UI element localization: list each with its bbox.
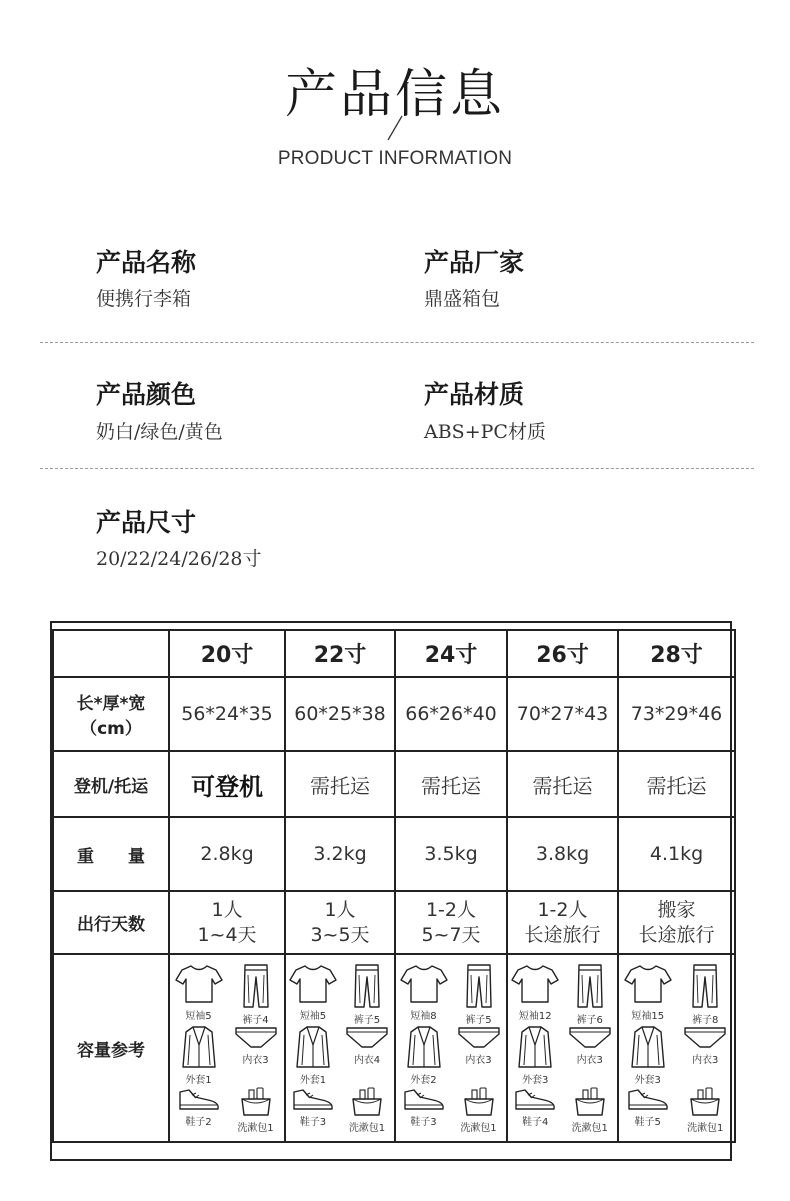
- capacity-label: 短袖5: [299, 1011, 327, 1022]
- capacity-label: 外套1: [299, 1075, 327, 1086]
- row-header-dimensions: [53, 677, 169, 751]
- capacity-label: 短袖15: [631, 1011, 665, 1022]
- table-cell-days: [285, 891, 395, 954]
- table-cell-weight: 3.8kg: [507, 817, 618, 891]
- capacity-item: [340, 1025, 394, 1087]
- capacity-item: [227, 1087, 284, 1138]
- page-title: 产品信息: [284, 65, 505, 125]
- capacity-item: [227, 963, 284, 1025]
- capacity-label: 洗漱包1: [571, 1123, 608, 1134]
- jacket-icon: [407, 1025, 441, 1069]
- capacity-item: [563, 963, 618, 1025]
- field-label-material: 产品材质: [424, 380, 525, 409]
- tshirt-icon: [400, 963, 448, 1005]
- column-header: 24寸: [395, 630, 507, 677]
- capacity-label: 鞋子3: [299, 1117, 327, 1128]
- table-cell-dimensions: 66*26*40: [395, 677, 507, 751]
- capacity-label: 短袖8: [410, 1011, 437, 1022]
- table-row-boarding: [53, 751, 735, 817]
- pants-icon: [576, 963, 604, 1009]
- capacity-label: 外套2: [410, 1075, 437, 1086]
- jacket-icon: [182, 1025, 216, 1069]
- table-cell-dimensions: 70*27*43: [507, 677, 618, 751]
- days-duration: 3~5天: [310, 923, 370, 946]
- capacity-item: [396, 1087, 451, 1138]
- table-cell-weight: 3.5kg: [395, 817, 507, 891]
- jacket-icon: [631, 1025, 665, 1069]
- table-cell-capacity: [507, 954, 618, 1142]
- capacity-item: [396, 1025, 451, 1087]
- row-header-capacity: 容量参考: [53, 954, 169, 1142]
- table-cell-capacity: [618, 954, 735, 1142]
- column-header: 28寸: [618, 630, 735, 677]
- table-row-days: [53, 891, 735, 954]
- capacity-label: 内衣3: [242, 1055, 269, 1066]
- shoe-icon: [627, 1087, 669, 1111]
- table-cell-dimensions: 56*24*35: [169, 677, 285, 751]
- shoe-icon: [514, 1087, 556, 1111]
- table-cell-dimensions: 60*25*38: [285, 677, 395, 751]
- table-cell-boarding: 需托运: [285, 751, 395, 817]
- capacity-label: 鞋子2: [185, 1117, 212, 1128]
- jacket-icon: [296, 1025, 330, 1069]
- capacity-label: 内衣3: [576, 1055, 603, 1066]
- capacity-label: 鞋子3: [410, 1117, 437, 1128]
- capacity-grid: [396, 957, 506, 1139]
- slash-divider-icon: [386, 115, 404, 141]
- capacity-item: [619, 963, 677, 1025]
- days-duration: 1~4天: [197, 923, 257, 946]
- pants-icon: [242, 963, 270, 1009]
- capacity-grid: [170, 957, 284, 1139]
- column-header: 20寸: [169, 630, 285, 677]
- shoe-icon: [403, 1087, 445, 1111]
- capacity-grid: [286, 957, 394, 1139]
- days-people: 1-2人: [537, 898, 588, 921]
- tshirt-icon: [511, 963, 559, 1005]
- capacity-item: [451, 1087, 506, 1138]
- page-subtitle: PRODUCT INFORMATION: [277, 148, 513, 169]
- table-row-capacity: [53, 954, 735, 1142]
- capacity-item: [508, 1087, 563, 1138]
- table-corner-cell: [53, 630, 169, 677]
- field-value-size: 20/22/24/26/28寸: [96, 548, 262, 570]
- days-people: 1-2人: [425, 898, 477, 921]
- capacity-grid: [508, 957, 617, 1139]
- field-value-material: ABS+PC材质: [424, 421, 546, 443]
- field-value-manufacturer: 鼎盛箱包: [424, 288, 501, 310]
- underwear-icon: [683, 1025, 727, 1049]
- capacity-label: 内衣3: [465, 1055, 492, 1066]
- field-label-manufacturer: 产品厂家: [424, 248, 525, 277]
- shoe-icon: [292, 1087, 334, 1111]
- capacity-label: 鞋子5: [634, 1117, 661, 1128]
- underwear-icon: [345, 1025, 389, 1049]
- field-value-color: 奶白/绿色/黄色: [96, 421, 223, 443]
- table-cell-boarding: 需托运: [618, 751, 735, 817]
- capacity-item: [451, 1025, 506, 1087]
- table-row-header: [53, 630, 735, 677]
- days-duration: 5~7天: [421, 923, 481, 946]
- capacity-item: [227, 1025, 284, 1087]
- capacity-item: [563, 1025, 618, 1087]
- days-people: 搬家: [657, 898, 696, 921]
- tshirt-icon: [289, 963, 337, 1005]
- capacity-label: 洗漱包1: [237, 1123, 274, 1134]
- pants-icon: [691, 963, 719, 1009]
- capacity-label: 短袖5: [185, 1011, 212, 1022]
- toiletry-bag-icon: [350, 1087, 384, 1117]
- capacity-label: 内衣4: [353, 1055, 381, 1066]
- capacity-label: 短袖12: [518, 1011, 552, 1022]
- capacity-label: 外套3: [634, 1075, 661, 1086]
- capacity-grid: [619, 957, 734, 1139]
- table-cell-days: [618, 891, 735, 954]
- jacket-icon: [518, 1025, 552, 1069]
- capacity-item: [677, 1025, 735, 1087]
- days-people: 1人: [211, 898, 243, 921]
- table-cell-capacity: [169, 954, 285, 1142]
- table-row-weight: [53, 817, 735, 891]
- capacity-item: [563, 1087, 618, 1138]
- days-people: 1人: [324, 898, 356, 921]
- capacity-item: [286, 1025, 340, 1087]
- column-header: 26寸: [507, 630, 618, 677]
- capacity-label: 内衣3: [692, 1055, 719, 1066]
- capacity-item: [170, 1087, 227, 1138]
- days-duration: 长途旅行: [638, 923, 715, 946]
- pants-icon: [353, 963, 381, 1009]
- toiletry-bag-icon: [462, 1087, 496, 1117]
- table-cell-days: [169, 891, 285, 954]
- days-duration: 长途旅行: [524, 923, 601, 946]
- capacity-item: [340, 963, 394, 1025]
- capacity-label: 洗漱包1: [460, 1123, 497, 1134]
- capacity-label: 裤子8: [692, 1015, 719, 1026]
- capacity-item: [619, 1025, 677, 1087]
- table-cell-boarding: 需托运: [507, 751, 618, 817]
- table-cell-weight: 3.2kg: [285, 817, 395, 891]
- capacity-label: 鞋子4: [522, 1117, 549, 1128]
- table-cell-weight: 2.8kg: [169, 817, 285, 891]
- row-header-days: 出行天数: [53, 891, 169, 954]
- capacity-item: [619, 1087, 677, 1138]
- table-cell-days: [507, 891, 618, 954]
- capacity-item: [286, 1087, 340, 1138]
- capacity-item: [677, 1087, 735, 1138]
- capacity-label: 裤子6: [576, 1015, 603, 1026]
- underwear-icon: [234, 1025, 278, 1049]
- pants-icon: [465, 963, 493, 1009]
- table-cell-capacity: [395, 954, 507, 1142]
- capacity-label: 裤子5: [465, 1015, 492, 1026]
- toiletry-bag-icon: [573, 1087, 607, 1117]
- row-header-dimensions-line2: （cm）: [80, 719, 142, 739]
- capacity-item: [170, 1025, 227, 1087]
- table-cell-days: [395, 891, 507, 954]
- table-cell-weight: 4.1kg: [618, 817, 735, 891]
- field-label-size: 产品尺寸: [96, 508, 197, 537]
- underwear-icon: [457, 1025, 501, 1049]
- capacity-item: [170, 963, 227, 1025]
- toiletry-bag-icon: [688, 1087, 722, 1117]
- capacity-item: [451, 963, 506, 1025]
- capacity-item: [508, 1025, 563, 1087]
- table-cell-capacity: [285, 954, 395, 1142]
- field-label-name: 产品名称: [96, 248, 197, 277]
- underwear-icon: [568, 1025, 612, 1049]
- row-header-dimensions-line1: 长*厚*宽: [76, 694, 146, 714]
- capacity-label: 洗漱包1: [348, 1123, 386, 1134]
- table-row-dimensions: [53, 677, 735, 751]
- dashed-divider: [40, 342, 754, 343]
- capacity-label: 外套1: [185, 1075, 212, 1086]
- capacity-label: 裤子5: [353, 1015, 381, 1026]
- capacity-label: 洗漱包1: [687, 1123, 724, 1134]
- tshirt-icon: [624, 963, 672, 1005]
- dashed-divider: [40, 468, 754, 469]
- capacity-item: [677, 963, 735, 1025]
- capacity-label: 外套3: [522, 1075, 549, 1086]
- table-cell-boarding: 可登机: [169, 751, 285, 817]
- shoe-icon: [178, 1087, 220, 1111]
- table-cell-dimensions: 73*29*46: [618, 677, 735, 751]
- tshirt-icon: [175, 963, 223, 1005]
- table-cell-boarding: 需托运: [395, 751, 507, 817]
- capacity-item: [286, 963, 340, 1025]
- capacity-item: [396, 963, 451, 1025]
- row-header-boarding: 登机/托运: [53, 751, 169, 817]
- field-value-name: 便携行李箱: [96, 288, 192, 310]
- column-header: 22寸: [285, 630, 395, 677]
- capacity-item: [340, 1087, 394, 1138]
- row-header-weight: 重 量: [53, 817, 169, 891]
- capacity-label: 裤子4: [242, 1015, 269, 1026]
- toiletry-bag-icon: [239, 1087, 273, 1117]
- field-label-color: 产品颜色: [96, 380, 197, 409]
- capacity-item: [508, 963, 563, 1025]
- spec-table: [52, 629, 736, 1143]
